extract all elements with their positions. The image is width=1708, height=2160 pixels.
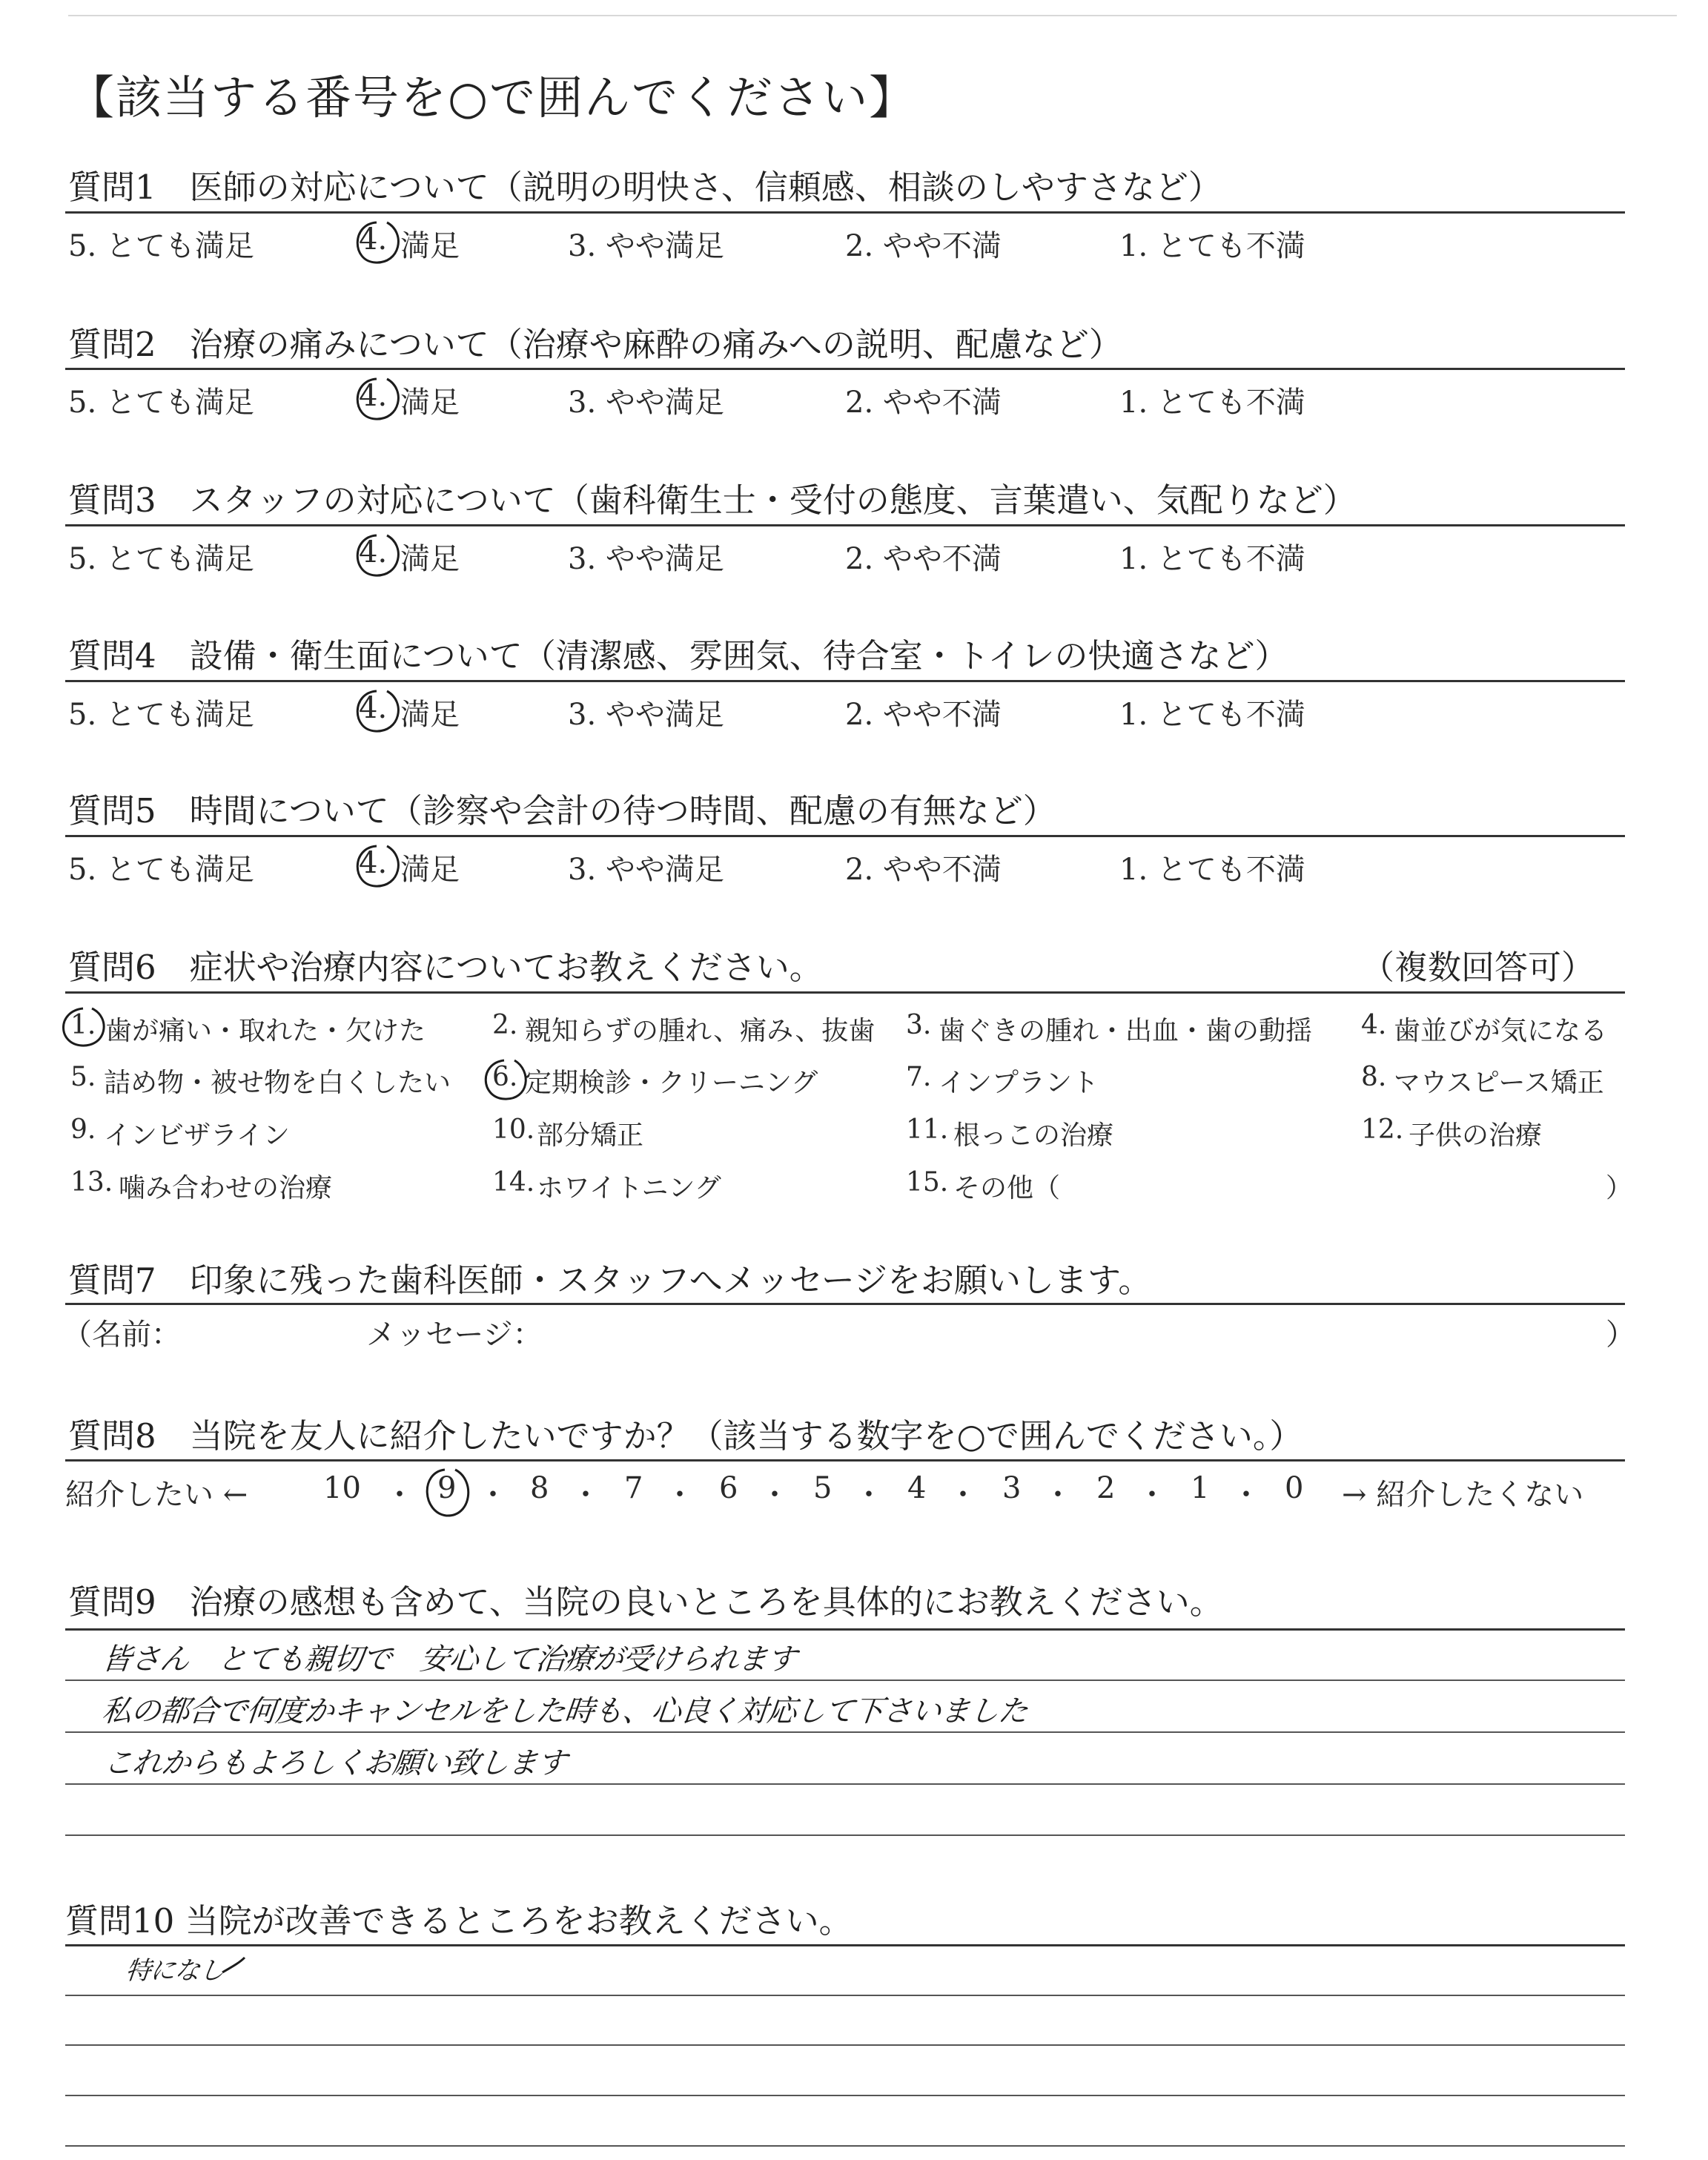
q1-option-4-label: 満足 xyxy=(400,229,460,263)
q8-separator: ・ xyxy=(760,1478,790,1512)
q6-option-13-number[interactable]: 13. xyxy=(70,1167,113,1198)
q6-option-15-number[interactable]: 15. xyxy=(906,1167,949,1198)
q7-close-paren: ） xyxy=(1606,1318,1635,1352)
q6-option-12-number[interactable]: 12. xyxy=(1361,1114,1404,1145)
q9-rule-5 xyxy=(65,1834,1625,1836)
q2-option-5[interactable]: 5. とても満足 xyxy=(68,386,254,420)
q8-separator: ・ xyxy=(478,1478,508,1512)
q6-option-5-number[interactable]: 5. xyxy=(70,1062,96,1092)
q6-option-14-number[interactable]: 14. xyxy=(492,1167,535,1198)
q7-rule xyxy=(65,1303,1625,1305)
q5-option-1[interactable]: 1. とても不満 xyxy=(1119,853,1305,887)
q3-title: 質問3 スタッフの対応について（歯科衛生士・受付の態度、言葉遣い、気配りなど） xyxy=(68,480,1357,520)
q6-option-9-label: インビザライン xyxy=(104,1120,290,1151)
q4-title: 質問4 設備・衛生面について（清潔感、雰囲気、待合室・トイレの快適さなど） xyxy=(68,636,1288,676)
q8-scale-5[interactable]: 5 xyxy=(813,1471,833,1505)
q6-multiple-note: （複数回答可） xyxy=(1361,948,1595,987)
q6-option-8-number[interactable]: 8. xyxy=(1361,1062,1387,1092)
q4-option-4-number[interactable]: 4. xyxy=(359,691,388,725)
q6-title: 質問6 症状や治療内容についてお教えください。 xyxy=(68,948,823,987)
q6-option-7-label: インプラント xyxy=(939,1068,1099,1098)
q4-option-2[interactable]: 2. やや不満 xyxy=(845,698,1002,732)
q6-option-8-label: マウスピース矯正 xyxy=(1394,1068,1604,1098)
q9-title: 質問9 治療の感想も含めて、当院の良いところを具体的にお教えください。 xyxy=(68,1582,1223,1622)
q6-option-11-number[interactable]: 11. xyxy=(906,1114,949,1145)
q6-option-3-number[interactable]: 3. xyxy=(906,1010,932,1040)
q8-scale-0[interactable]: 0 xyxy=(1285,1471,1304,1505)
q2-option-4-number[interactable]: 4. xyxy=(359,379,388,413)
q9-handwritten-line-2: 私の都合で何度かキャンセルをした時も、心良く対応して下さいました xyxy=(100,1694,1030,1728)
q4-rule xyxy=(65,680,1625,682)
q6-option-2-label: 親知らずの腫れ、痛み、抜歯 xyxy=(525,1016,875,1046)
q10-rule-2 xyxy=(65,1995,1625,1996)
q5-option-3[interactable]: 3. やや満足 xyxy=(568,853,724,887)
q8-rule xyxy=(65,1459,1625,1462)
q5-title: 質問5 時間について（診察や会計の待つ時間、配慮の有無など） xyxy=(68,791,1056,830)
q3-option-4-label: 満足 xyxy=(400,542,460,576)
q8-separator: ・ xyxy=(854,1478,884,1512)
q8-scale-10[interactable]: 10 xyxy=(323,1471,361,1505)
q8-scale-6[interactable]: 6 xyxy=(719,1471,738,1505)
q6-option-2-number[interactable]: 2. xyxy=(492,1010,518,1040)
q10-rule-4 xyxy=(65,2095,1625,2096)
q2-option-4-label: 満足 xyxy=(400,386,460,420)
q6-option-4-label: 歯並びが気になる xyxy=(1394,1016,1608,1046)
q1-title: 質問1 医師の対応について（説明の明快さ、信頼感、相談のしやすさなど） xyxy=(68,168,1222,207)
q8-scale-8[interactable]: 8 xyxy=(530,1471,549,1505)
q8-scale-9[interactable]: 9 xyxy=(437,1471,457,1505)
q1-rule xyxy=(65,211,1625,214)
q8-scale-7[interactable]: 7 xyxy=(624,1471,643,1505)
q4-option-3[interactable]: 3. やや満足 xyxy=(568,698,724,732)
q6-option-14-label: ホワイトニング xyxy=(537,1173,721,1203)
q6-option-13-label: 噛み合わせの治療 xyxy=(119,1173,333,1203)
q6-option-3-label: 歯ぐきの腫れ・出血・歯の動揺 xyxy=(939,1016,1313,1046)
q8-separator: ・ xyxy=(1043,1478,1073,1512)
q5-option-5[interactable]: 5. とても満足 xyxy=(68,853,254,887)
q9-rule-4 xyxy=(65,1783,1625,1785)
q6-option-15-label: その他（ xyxy=(953,1173,1061,1203)
q6-other-close-paren: ） xyxy=(1606,1173,1633,1203)
q3-option-1[interactable]: 1. とても不満 xyxy=(1119,542,1305,576)
q1-option-1[interactable]: 1. とても不満 xyxy=(1119,229,1305,263)
q1-option-5[interactable]: 5. とても満足 xyxy=(68,229,254,263)
q6-option-1-label: 歯が痛い・取れた・欠けた xyxy=(105,1016,426,1046)
q4-option-4-label: 満足 xyxy=(400,698,460,732)
q4-option-5[interactable]: 5. とても満足 xyxy=(68,698,254,732)
q10-pen-stroke xyxy=(222,1958,245,1972)
q8-scale-4[interactable]: 4 xyxy=(907,1471,927,1505)
q4-option-1[interactable]: 1. とても不満 xyxy=(1119,698,1305,732)
q5-option-4-label: 満足 xyxy=(400,853,460,887)
q3-option-3[interactable]: 3. やや満足 xyxy=(568,542,724,576)
instruction-heading: 【該当する番号を○で囲んでください】 xyxy=(68,70,917,125)
q1-option-3[interactable]: 3. やや満足 xyxy=(568,229,724,263)
q6-option-1-number[interactable]: 1. xyxy=(70,1010,96,1040)
q9-rule-3 xyxy=(65,1731,1625,1733)
q9-rule-2 xyxy=(65,1680,1625,1681)
q6-option-6-number[interactable]: 6. xyxy=(492,1062,518,1092)
q1-option-4-number[interactable]: 4. xyxy=(359,222,388,257)
top-border xyxy=(68,15,1677,16)
q3-rule xyxy=(65,524,1625,526)
q8-separator: ・ xyxy=(948,1478,978,1512)
q6-rule xyxy=(65,991,1625,994)
q2-rule xyxy=(65,368,1625,370)
q7-message-label: メッセージ： xyxy=(366,1318,543,1352)
q7-name-label: （名前： xyxy=(62,1318,181,1352)
q6-option-9-number[interactable]: 9. xyxy=(70,1114,96,1145)
q8-scale-1[interactable]: 1 xyxy=(1191,1471,1210,1505)
q10-rule-3 xyxy=(65,2044,1625,2046)
q10-handwritten-answer: 特になし xyxy=(124,1956,225,1986)
q2-option-2[interactable]: 2. やや不満 xyxy=(845,386,1002,420)
q8-separator: ・ xyxy=(571,1478,600,1512)
q8-separator: ・ xyxy=(1137,1478,1167,1512)
q8-scale-2[interactable]: 2 xyxy=(1096,1471,1116,1505)
q6-option-10-number[interactable]: 10. xyxy=(492,1114,535,1145)
q6-option-7-number[interactable]: 7. xyxy=(906,1062,932,1092)
q6-option-12-label: 子供の治療 xyxy=(1409,1120,1543,1151)
q10-rule-5 xyxy=(65,2145,1625,2147)
q3-option-2[interactable]: 2. やや不満 xyxy=(845,542,1002,576)
q6-option-11-label: 根っこの治療 xyxy=(953,1120,1114,1151)
q9-rule-1 xyxy=(65,1628,1625,1631)
q8-left-label: 紹介したい ← xyxy=(65,1478,248,1512)
q1-option-2[interactable]: 2. やや不満 xyxy=(845,229,1002,263)
q8-right-label: → 紹介したくない xyxy=(1342,1478,1584,1512)
q2-option-3[interactable]: 3. やや満足 xyxy=(568,386,724,420)
q8-scale-3[interactable]: 3 xyxy=(1002,1471,1022,1505)
q2-title: 質問2 治療の痛みについて（治療や麻酔の痛みへの説明、配慮など） xyxy=(68,325,1122,364)
q5-option-4-number[interactable]: 4. xyxy=(359,846,388,880)
q3-option-4-number[interactable]: 4. xyxy=(359,535,388,569)
q8-separator: ・ xyxy=(1231,1478,1261,1512)
q6-option-10-label: 部分矯正 xyxy=(537,1120,644,1151)
q9-handwritten-line-1: 皆さん とても親切で 安心して治療が受けられます xyxy=(100,1642,798,1677)
q8-title: 質問8 当院を友人に紹介したいですか？（該当する数字を○で囲んでください。） xyxy=(68,1416,1303,1456)
q10-title: 質問10 当院が改善できるところをお教えください。 xyxy=(65,1901,853,1941)
q5-rule xyxy=(65,835,1625,837)
q5-option-2[interactable]: 2. やや不満 xyxy=(845,853,1002,887)
q7-title: 質問7 印象に残った歯科医師・スタッフへメッセージをお願いします。 xyxy=(68,1261,1152,1300)
q2-option-1[interactable]: 1. とても不満 xyxy=(1119,386,1305,420)
q3-option-5[interactable]: 5. とても満足 xyxy=(68,542,254,576)
q8-separator: ・ xyxy=(385,1478,414,1512)
q6-option-4-number[interactable]: 4. xyxy=(1361,1010,1387,1040)
q8-separator: ・ xyxy=(665,1478,695,1512)
q9-handwritten-line-3: これからもよろしくお願い致します xyxy=(102,1746,569,1780)
q6-option-5-label: 詰め物・被せ物を白くしたい xyxy=(104,1068,451,1098)
q10-rule-1 xyxy=(65,1944,1625,1946)
q6-option-6-label: 定期検診・クリーニング xyxy=(525,1068,818,1098)
